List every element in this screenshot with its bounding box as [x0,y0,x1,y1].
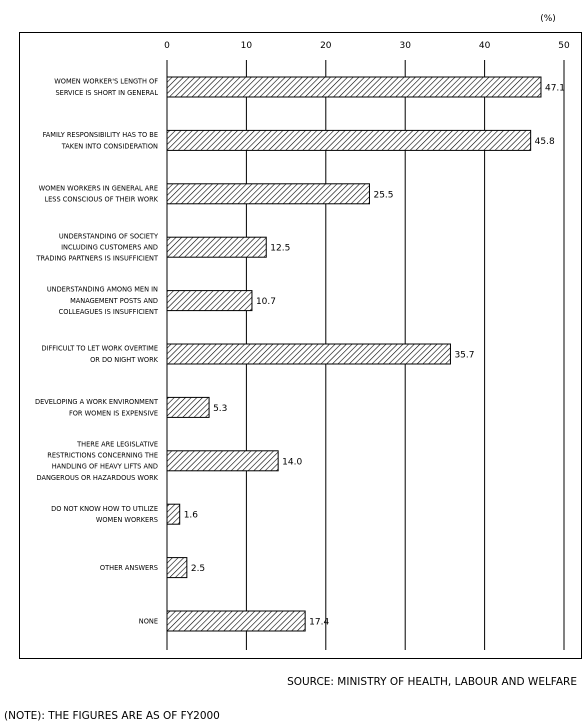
category-label: MANAGEMENT POSTS AND [70,296,158,305]
x-tick-label: 10 [240,41,253,51]
category-label: OTHER ANSWERS [99,563,158,572]
category-label: INCLUDING CUSTOMERS AND [61,243,158,252]
category-label: HANDLING OF HEAVY LIFTS AND [51,462,158,471]
footnote: (NOTE): THE FIGURES ARE AS OF FY2000 [4,710,220,722]
value-label: 5.3 [213,403,228,414]
category-label: TAKEN INTO CONSIDERATION [61,142,158,151]
value-label: 12.5 [270,243,291,254]
x-tick-label: 20 [320,41,332,51]
value-label: 2.5 [190,564,206,575]
value-label: 17.4 [309,617,330,628]
category-label: RESTRICTIONS CONCERNING THE [47,451,158,460]
category-label: THERE ARE LEGISLATIVE [77,440,158,449]
value-label: 47.1 [544,83,566,94]
category-label: FAMILY RESPONSIBILITY HAS TO BE [42,131,158,140]
category-label: DEVELOPING A WORK ENVIRONMENT [35,398,158,407]
category-label: FOR WOMEN IS EXPENSIVE [68,409,158,418]
value-label: 45.8 [534,136,555,147]
x-tick-label: 50 [558,41,570,51]
x-tick-label: 40 [478,41,491,51]
chart-frame [19,32,582,659]
category-label: WOMEN WORKERS [95,516,158,525]
category-label: DIFFICULT TO LET WORK OVERTIME [41,344,158,353]
category-label: NONE [138,617,158,626]
category-label: UNDERSTANDING AMONG MEN IN [46,285,158,294]
category-label: UNDERSTANDING OF SOCIETY [58,232,158,241]
value-label: 35.7 [454,350,475,361]
unit-label: (%) [540,14,556,24]
category-label: TRADING PARTNERS IS INSUFFICIENT [36,254,158,263]
category-label: COLLEAGUES IS INSUFFICIENT [58,308,158,317]
category-label: SERVICE IS SHORT IN GENERAL [55,88,158,97]
value-label: 14.0 [282,457,303,468]
category-label: LESS CONSCIOUS OF THEIR WORK [44,195,158,204]
category-label: DO NOT KNOW HOW TO UTILIZE [51,504,158,513]
value-label: 10.7 [255,297,277,308]
x-tick-label: 30 [399,41,411,51]
source-note: SOURCE: MINISTRY OF HEALTH, LABOUR AND WELFARE [287,676,577,688]
value-label: 25.5 [373,190,394,201]
category-label: OR DO NIGHT WORK [90,355,158,364]
category-label: WOMEN WORKERS IN GENERAL ARE [38,184,158,193]
x-tick-label: 0 [164,41,170,51]
value-label: 1.6 [183,510,199,521]
category-label: DANGEROUS OR HAZARDOUS WORK [36,473,158,482]
category-label: WOMEN WORKER'S LENGTH OF [54,77,158,86]
